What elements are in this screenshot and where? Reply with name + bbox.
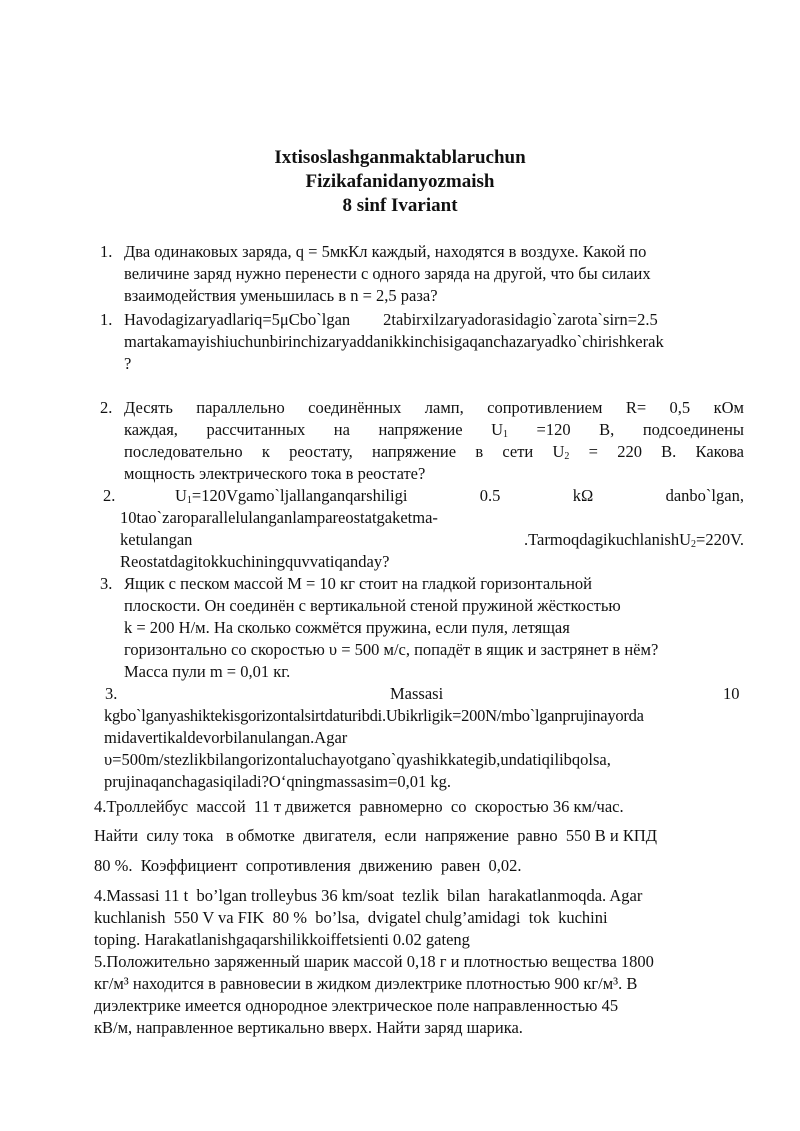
q2-ru-voltage [552, 441, 569, 468]
q2-uz-line: Reostatdagitokkuchiningquvvatiqanday? [120, 552, 390, 571]
q2-ru-word: В, [599, 420, 615, 439]
q2-ru-word: = [588, 442, 598, 461]
q2-uz-u-subscript: 1 [186, 495, 192, 506]
q3-uz-line: kgbo`lganyashiktekisgorizontalsirtdaturibdi.Ubikrligik=200N/mbo`lganprujinayorda [104, 706, 644, 725]
q2-uz-u-symbol: U [175, 486, 187, 505]
q5-ru-line: кг/м³ находится в равновесии в жидком диэлектрике плотностью 900 кг/м³. В [94, 974, 638, 993]
q3-ru-line: плоскости. Он соединён с вертикальной стеной пружиной жёсткостью [124, 596, 621, 615]
q2-ru-u-symbol: U [552, 442, 565, 461]
q2-ru-word: к [261, 442, 270, 461]
q4-ru-line: 4.Троллейбус массой 11 т движется равномерно со скоростью 36 км/час. [94, 797, 624, 816]
q4-uz-line: 4.Massasi 11 t bo’lgan trolleybus 36 km/soat tezlik bilan harakatlanmoqda. Agar [94, 886, 643, 905]
q2-ru-u-symbol: U [491, 420, 504, 439]
q1-uz-text: Havodagizaryadlariq=5μCbo`lgan 2tabirxilzaryadorasidagio`zarota`sirn=2.5 [124, 310, 658, 329]
q2-ru-u-subscript: 2 [564, 451, 570, 462]
q2-uz-line: 10tao`zaroparallelulanganlampareostatgaketma- [120, 508, 438, 527]
header-variant: 8 sinf Ivariant [342, 195, 458, 216]
q2-ru-word: напряжение [371, 442, 457, 461]
q2-ru-word: на [333, 420, 350, 439]
q2-ru-word: реостату, [289, 442, 353, 461]
q3-ru-line: Ящик с песком массой М = 10 кг стоит на гладкой горизонтальной [124, 574, 592, 593]
q3-ru-line: k = 200 Н/м. На сколько сожмётся пружина, если пуля, летящая [124, 618, 570, 637]
q2-ru-word: 220 [617, 442, 642, 461]
q2-uz-number: 2. [103, 486, 116, 505]
q2-ru-word: подсоединены [642, 420, 744, 439]
q2-ru-word: каждая, [124, 420, 178, 439]
q2-uz-word: ketulangan [120, 530, 193, 549]
q3-uz-word: Massasi [390, 684, 444, 703]
q3-uz-line: υ=500m/stezlikbilangorizontaluchayotgano`qyashikkategib,undatiqilibqolsa, [104, 750, 611, 769]
q3-ru-line: горизонтально со скоростью υ = 500 м/с, попадёт в ящик и застрянет в нём? [124, 640, 659, 659]
q5-ru-line: 5.Положительно заряженный шарик массой 0,18 г и плотностью вещества 1800 [94, 952, 654, 971]
q3-ru-number: 3. [100, 574, 113, 593]
q3-ru-line: Масса пули m = 0,01 кг. [124, 662, 291, 681]
q2-uz-text: .TarmoqdagikuchlanishU [524, 530, 692, 549]
q2-ru-word: R= [625, 398, 647, 417]
q2-ru-word: сети [502, 442, 534, 461]
q1-ru-line: Два одинаковых заряда, q = 5мкКл каждый, находятся в воздухе. Какой по [124, 242, 647, 261]
q2-ru-word: сопротивлением [487, 398, 603, 417]
q2-uz-u-subscript: 2 [691, 539, 697, 550]
q2-ru-line [124, 397, 744, 419]
q3-uz-line: midavertikaldevorbilanulangan.Agar [104, 728, 348, 747]
q3-uz-word: 10 [723, 684, 740, 703]
q5-ru-line: диэлектрике имеется однородное электрическое поле направленностью 45 [94, 996, 619, 1015]
q2-ru-word: Десять [124, 398, 173, 417]
q1-uz-line [124, 309, 744, 331]
q2-ru-number: 2. [100, 398, 113, 417]
q2-ru-word: В. [661, 442, 677, 461]
q1-ru-number: 1. [100, 242, 113, 261]
q4-uz-line: toping. Harakatlanishgaqarshilikkoiffetsienti 0.02 gateng [94, 930, 470, 949]
q2-uz-word: 0.5 [479, 486, 501, 505]
q2-ru-word: последовательно [124, 442, 243, 461]
q2-ru-word: рассчитанных [206, 420, 306, 439]
q2-uz-text: =220V. [696, 530, 744, 549]
q2-ru-word: параллельно [196, 398, 285, 417]
q2-ru-word: кОм [713, 398, 744, 417]
q2-uz-text: =120Vgamo`ljallanganqarshiligi [191, 486, 408, 505]
header-school: Ixtisoslashganmaktablaruchun [274, 147, 526, 168]
q2-ru-line: мощность электрического тока в реостате? [124, 464, 426, 483]
q2-ru-word: 0,5 [669, 398, 691, 417]
q1-uz-line: martakamayishiuchunbirinchizaryaddanikkinchisigaqanchazaryadko`chirishkerak [124, 332, 664, 351]
q1-ru-line: взаимодействия уменьшилась в n = 2,5 раза? [124, 286, 438, 305]
q2-uz-word [524, 529, 744, 556]
header-subject: Fizikafanidanyozmaish [305, 171, 495, 192]
q4-uz-line: kuchlanish 550 V va FIK 80 % bo’lsa, dvigatel chulg’amidagi tok kuchini [94, 908, 608, 927]
q1-uz-line: ? [124, 354, 132, 373]
q2-ru-word: Какова [695, 442, 744, 461]
q5-ru-line: кВ/м, направленное вертикально вверх. Найти заряд шарика. [94, 1018, 523, 1037]
q2-uz-word: danbo`lgan, [665, 486, 744, 505]
q2-ru-word: =120 [536, 420, 571, 439]
q2-ru-word: ламп, [424, 398, 464, 417]
q1-uz-number: 1. [100, 310, 113, 329]
q3-uz-line: prujinaqanchagasiqiladi?O‘qningmassasim=0,01 kg. [104, 772, 452, 791]
q3-uz-number: 3. [105, 684, 118, 703]
q4-ru-line: 80 %. Коэффициент сопротивления движению равен 0,02. [94, 856, 522, 875]
q4-ru-line: Найти силу тока в обмотке двигателя, если напряжение равно 550 В и КПД [94, 826, 658, 845]
q1-ru-line: величине заряд нужно перенести с одного заряда на другой, что бы силаих [124, 264, 651, 283]
q2-ru-word: напряжение [378, 420, 463, 439]
q2-uz-word: kΩ [572, 486, 594, 505]
q2-ru-word: соединённых [308, 398, 402, 417]
q2-ru-word: в [475, 442, 484, 461]
q2-ru-u-subscript: 1 [503, 429, 509, 440]
